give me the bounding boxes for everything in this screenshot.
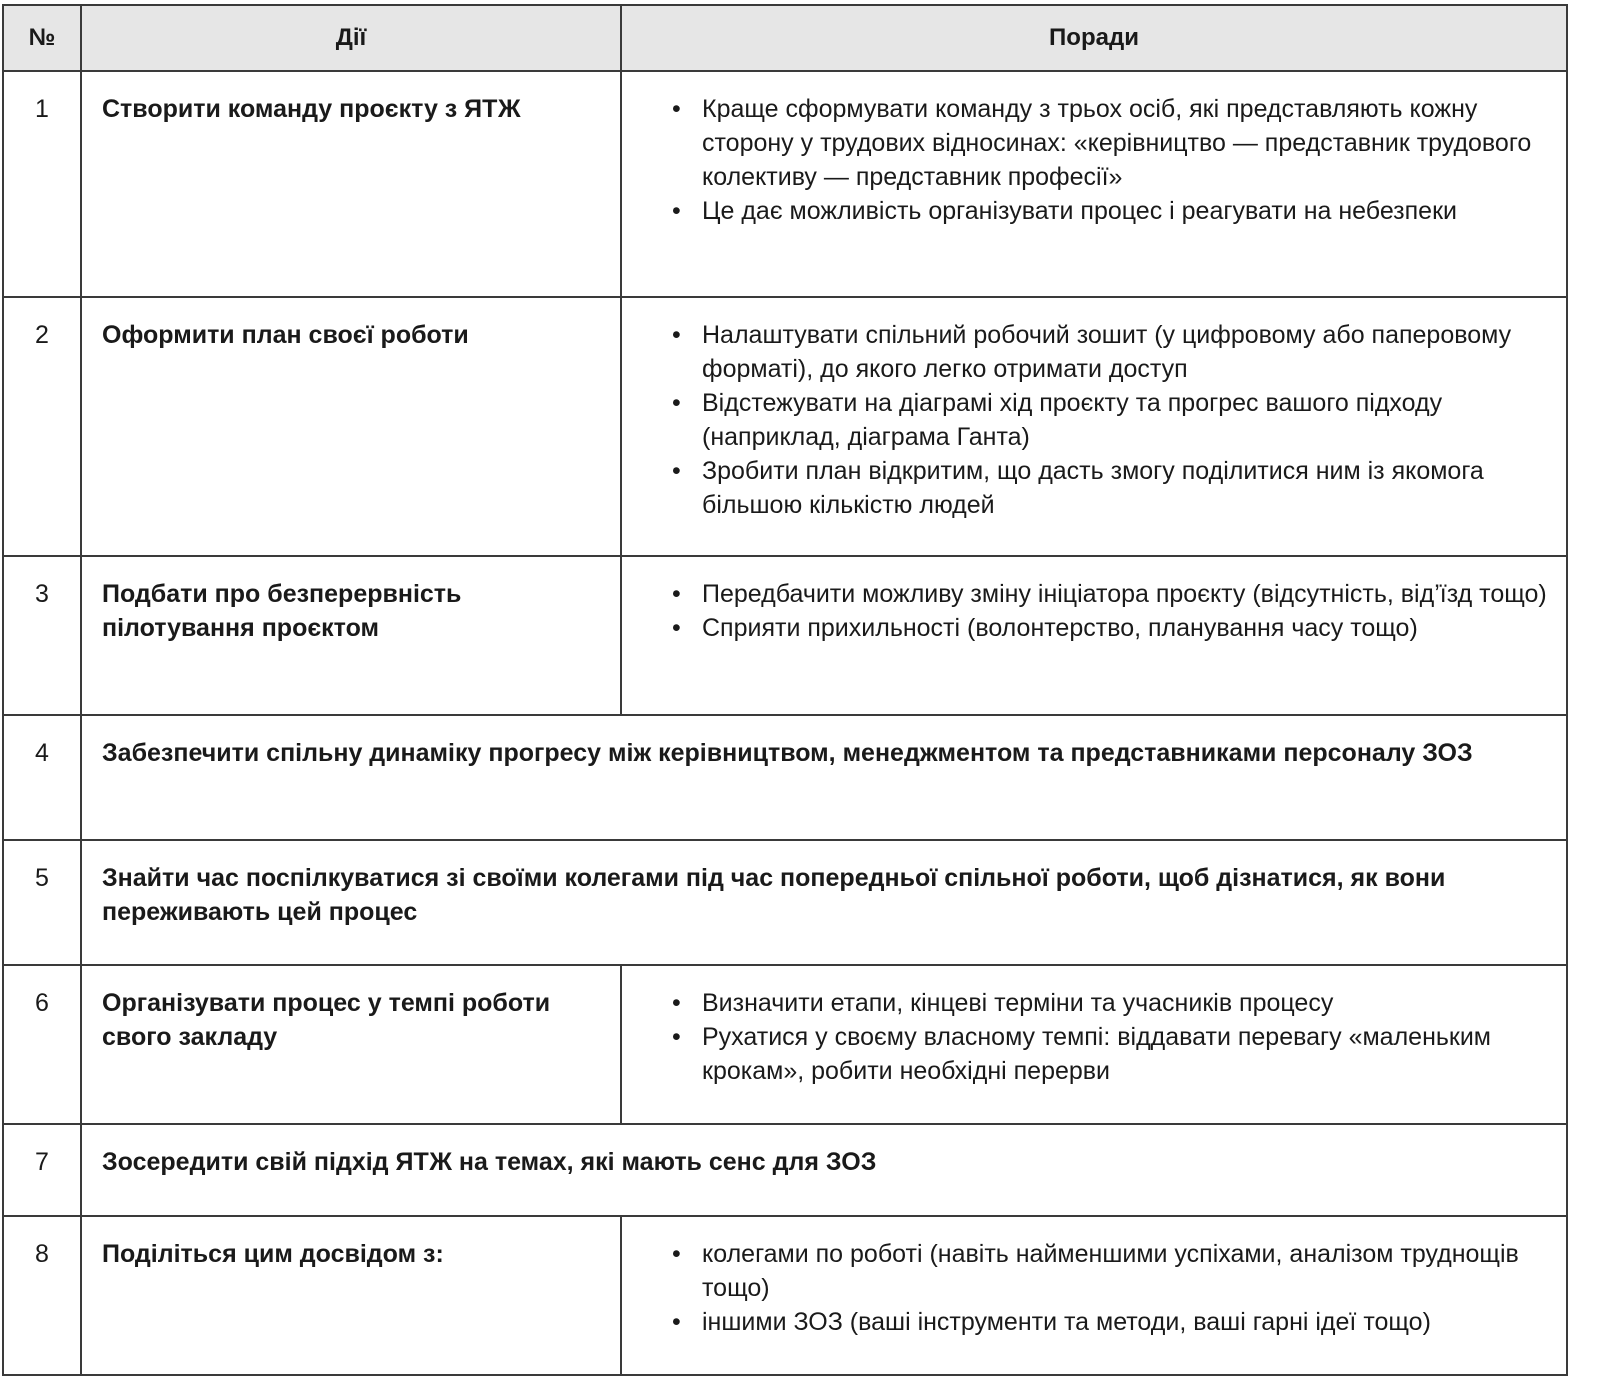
tip-item: • Рухатися у своєму власному темпі: віддавати перевагу «маленьким крокам», робити необхідні перерви bbox=[670, 1020, 1548, 1088]
tip-list bbox=[670, 986, 1548, 1088]
tip-item: • Це дає можливість організувати процес і реагувати на небезпеки bbox=[670, 194, 1548, 228]
table-row bbox=[3, 1216, 1567, 1375]
row-number: 1 bbox=[3, 71, 81, 297]
tip-item: • Сприяти прихильності (волонтерство, планування часу тощо) bbox=[670, 611, 1548, 645]
tip-item: • Відстежувати на діаграмі хід проєкту та прогрес вашого підходу (наприклад, діаграма Ганта) bbox=[670, 386, 1548, 454]
tip-list bbox=[670, 1237, 1548, 1339]
action-cell: Поділіться цим досвідом з: bbox=[81, 1216, 621, 1375]
action-cell-full: Забезпечити спільну динаміку прогресу між керівництвом, менеджментом та представниками персоналу ЗОЗ bbox=[81, 715, 1567, 840]
tip-item: • Краще сформувати команду з трьох осіб, які представляють кожну сторону у трудових відносинах: «керівництво — представник трудового колективу — представник професії» bbox=[670, 92, 1548, 194]
row-number: 8 bbox=[3, 1216, 81, 1375]
tips-cell bbox=[621, 556, 1567, 715]
tip-item: • іншими ЗОЗ (ваші інструменти та методи, ваші гарні ідеї тощо) bbox=[670, 1305, 1548, 1339]
header-row bbox=[3, 5, 1567, 71]
action-cell-full: Знайти час поспілкуватися зі своїми колегами під час попередньої спільної роботи, щоб дізнатися, як вони переживають цей процес bbox=[81, 840, 1567, 965]
tips-cell bbox=[621, 1216, 1567, 1375]
action-cell: Оформити план своєї роботи bbox=[81, 297, 621, 556]
tip-list bbox=[670, 318, 1548, 522]
advice-table bbox=[2, 4, 1568, 1376]
tips-cell bbox=[621, 965, 1567, 1124]
table-row bbox=[3, 297, 1567, 556]
row-number: 3 bbox=[3, 556, 81, 715]
table-row bbox=[3, 556, 1567, 715]
table-row bbox=[3, 1124, 1567, 1216]
action-cell: Створити команду проєкту з ЯТЖ bbox=[81, 71, 621, 297]
action-cell-full: Зосередити свій підхід ЯТЖ на темах, які мають сенс для ЗОЗ bbox=[81, 1124, 1567, 1216]
tips-cell bbox=[621, 297, 1567, 556]
tip-item: • колегами по роботі (навіть найменшими успіхами, аналізом труднощів тощо) bbox=[670, 1237, 1548, 1305]
tips-cell bbox=[621, 71, 1567, 297]
table-row bbox=[3, 965, 1567, 1124]
tip-list bbox=[670, 577, 1548, 645]
header-number: № bbox=[3, 5, 81, 71]
tip-item: • Зробити план відкритим, що дасть змогу поділитися ним із якомога більшою кількістю людей bbox=[670, 454, 1548, 522]
row-number: 2 bbox=[3, 297, 81, 556]
table-row bbox=[3, 840, 1567, 965]
tip-item: • Налаштувати спільний робочий зошит (у цифровому або паперовому форматі), до якого легко отримати доступ bbox=[670, 318, 1548, 386]
header-actions: Дії bbox=[81, 5, 621, 71]
table-row bbox=[3, 715, 1567, 840]
action-cell: Подбати про безперервність пілотування проєктом bbox=[81, 556, 621, 715]
tip-list bbox=[670, 92, 1548, 228]
header-tips: Поради bbox=[621, 5, 1567, 71]
row-number: 7 bbox=[3, 1124, 81, 1216]
row-number: 6 bbox=[3, 965, 81, 1124]
row-number: 5 bbox=[3, 840, 81, 965]
row-number: 4 bbox=[3, 715, 81, 840]
action-cell: Організувати процес у темпі роботи свого закладу bbox=[81, 965, 621, 1124]
tip-item: • Передбачити можливу зміну ініціатора проєкту (відсутність, від’їзд тощо) bbox=[670, 577, 1548, 611]
tip-item: • Визначити етапи, кінцеві терміни та учасників процесу bbox=[670, 986, 1548, 1020]
table-row bbox=[3, 71, 1567, 297]
